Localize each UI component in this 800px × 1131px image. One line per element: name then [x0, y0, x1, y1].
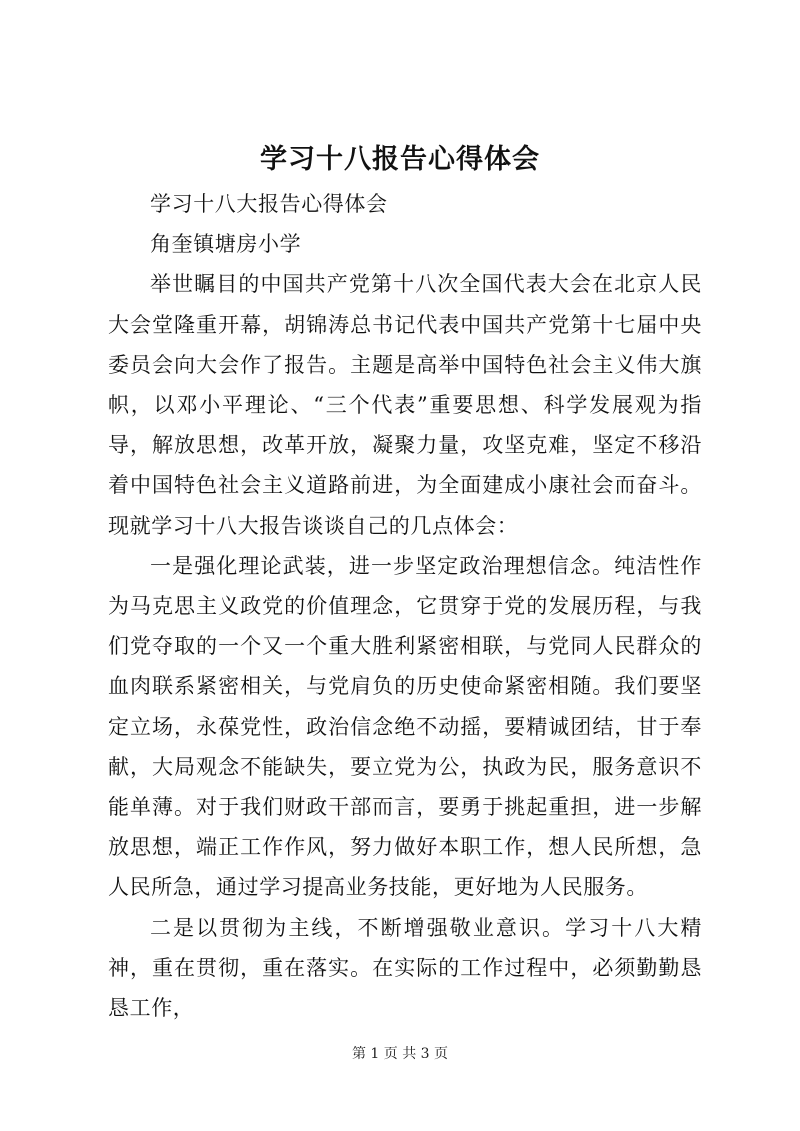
- document-author: 角奎镇塘房小学: [150, 232, 302, 257]
- paragraph-3: 二是以贯彻为主线，不断增强敬业意识。学习十八大精神，重在贯彻，重在落实。在实际的工作过程中，必须勤勤恳恳工作，: [108, 915, 702, 1021]
- page-footer: 第 1 页 共 3 页: [351, 1046, 449, 1062]
- document-title: 学习十八报告心得体会: [260, 144, 540, 175]
- paragraph-2: 一是强化理论武装，进一步坚定政治理想信念。纯洁性作为马克思主义政党的价值理念，它贯穿于党的发展历程，与我们党夺取的一个又一个重大胜利紧密相联，与党同人民群众的血肉联系紧密相关，与党肩负的历史使命紧密相随。我们要坚定立场，永葆党性，政治信念绝不动摇，要精诚团结，甘于奉献，大局观念不能缺失，要立党为公，执政为民，服务意识不能单薄。对于我们财政干部而言，要勇于挑起重担，进一步解放思想，端正工作作风，努力做好本职工作，想人民所想，急人民所急，通过学习提高业务技能，更好地为人民服务。: [108, 553, 702, 900]
- document-body: [108, 184, 702, 1028]
- document-subtitle: 学习十八大报告心得体会: [150, 192, 388, 216]
- paragraph-1: 举世瞩目的中国共产党第十八次全国代表大会在北京人民大会堂隆重开幕，胡锦涛总书记代表中国共产党第十七届中央委员会向大会作了报告。主题是高举中国特色社会主义伟大旗帜，以邓小平理论、“三个代表”重要思想、科学发展观为指导，解放思想，改革开放，凝聚力量，攻坚克难，坚定不移沿着中国特色社会主义道路前进，为全面建成小康社会而奋斗。现就学习十八大报告谈谈自己的几点体会：: [108, 272, 702, 538]
